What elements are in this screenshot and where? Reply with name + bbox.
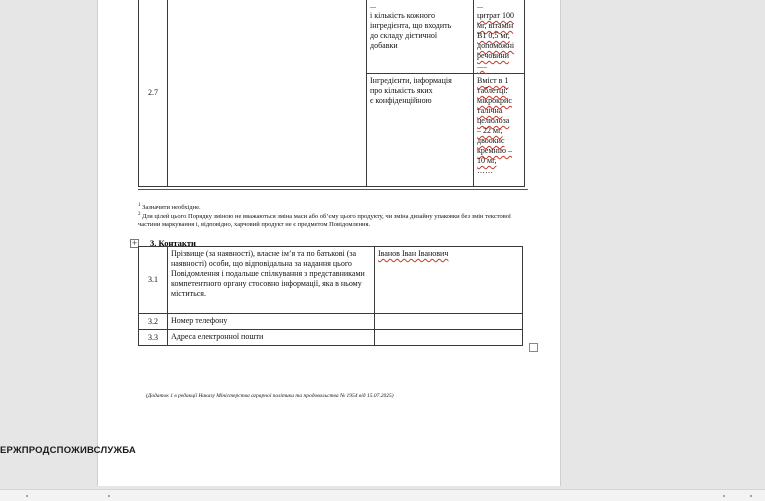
value-line: кремнію –: [477, 146, 512, 155]
ruler-tick: [26, 495, 28, 497]
value-line: цитрат 100: [477, 11, 514, 20]
value-line: таблетці:: [477, 86, 508, 95]
ingredients-value-cell[interactable]: [474, 0, 525, 74]
desc-line: до складу дієтичної: [370, 31, 438, 40]
desc-line: про кількість яких: [370, 86, 433, 95]
value-line: речовини: [477, 51, 509, 60]
row-number: 3.3: [148, 332, 158, 342]
confidential-value-cell[interactable]: [474, 74, 525, 187]
blank-cell: [168, 0, 367, 187]
row-number-cell: [139, 314, 168, 330]
row-number-cell: [139, 247, 168, 314]
contact-label: Номер телефону: [171, 316, 228, 325]
value-line: целюлоза: [477, 116, 510, 125]
desc-line: Інгредієнти, інформація: [370, 76, 452, 85]
status-bar: [0, 489, 765, 501]
contact-value-cell[interactable]: [375, 314, 523, 330]
contact-label: Прізвище (за наявності), власне ім’я та по батькові (за наявності) особи, що відповідальна за надання цього Повідомлення і подальше спілкування з представниками компетентного органу стосовно інформації, яка в ньому міститься.: [171, 249, 365, 298]
value-line: двоокис: [477, 136, 505, 145]
value-line: допоможні: [477, 41, 515, 50]
contacts-table: [138, 246, 523, 346]
value-line: ...: [477, 1, 483, 10]
value-line: В1 0,5 мг,: [477, 31, 510, 40]
value-line: Вміст в 1: [477, 76, 509, 85]
contact-label-cell[interactable]: [168, 314, 375, 330]
document-page: [97, 0, 561, 486]
value-line: мікрокрис: [477, 96, 512, 105]
ingredients-table: [138, 0, 525, 187]
value-line: 10 мг,: [477, 156, 497, 165]
value-line: – 22 мг,: [477, 126, 503, 135]
ruler-tick: [723, 495, 725, 497]
table-row: [139, 330, 523, 346]
row-number: 3.1: [148, 275, 158, 284]
contacts-heading: 3. Контакти: [150, 238, 196, 248]
row-number: 3.2: [148, 316, 158, 326]
table-row: [139, 314, 523, 330]
value-line: .....: [477, 61, 487, 70]
confidential-desc-cell[interactable]: [367, 74, 474, 187]
value-line: мг, вітамін: [477, 21, 514, 30]
contact-label-cell[interactable]: [168, 247, 375, 314]
footnote-2-text: Для цілей цього Порядку зміною не вважаються зміна маси або об’єму цього продукту, чи зміна дизайну упаковки без змін текстової частини маркування і, відповідно, харчовий продукт не є предметом Повідомлення.: [138, 213, 511, 229]
contact-label: Адреса електронної пошти: [171, 332, 264, 341]
footnote-1-mark: 1: [138, 203, 141, 208]
watermark: ЕРЖПРОДСПОЖИВСЛУЖБА: [0, 445, 136, 456]
contact-label-cell[interactable]: [168, 330, 375, 346]
amendment-note: (Додаток 1 в редакції Наказу Міністерства аграрної політики та продовольства № 1954 від 15.07.2025): [146, 393, 394, 399]
contact-name-value: Іванов Іван Іванович: [378, 249, 449, 258]
desc-line: і кількість кожного: [370, 11, 435, 20]
row-number-cell: [139, 0, 168, 187]
row-number-cell: [139, 330, 168, 346]
ingredients-desc-cell[interactable]: [367, 0, 474, 74]
footnote-2-mark: 2: [138, 212, 141, 217]
value-line: талічна: [477, 106, 503, 115]
desc-line: інгредієнта, що входить: [370, 21, 452, 30]
footnote-2: [138, 211, 533, 229]
desc-line: ...: [370, 1, 376, 10]
footnote-1-text: Зазначити необхідне.: [142, 204, 201, 212]
ruler-tick: [750, 495, 752, 497]
row-number: 2.7: [148, 87, 158, 97]
contact-value-cell[interactable]: [375, 247, 523, 314]
desc-line: є конфіденційною: [370, 96, 432, 105]
ruler-tick: [108, 495, 110, 497]
contact-value-cell[interactable]: [375, 330, 523, 346]
footnote-separator: [138, 189, 528, 190]
desc-line: добавки: [370, 41, 398, 50]
table-resize-handle-icon[interactable]: [529, 343, 538, 352]
value-line: ……: [477, 166, 493, 175]
table-row: [139, 247, 523, 314]
table-move-handle-icon[interactable]: +: [131, 239, 138, 247]
